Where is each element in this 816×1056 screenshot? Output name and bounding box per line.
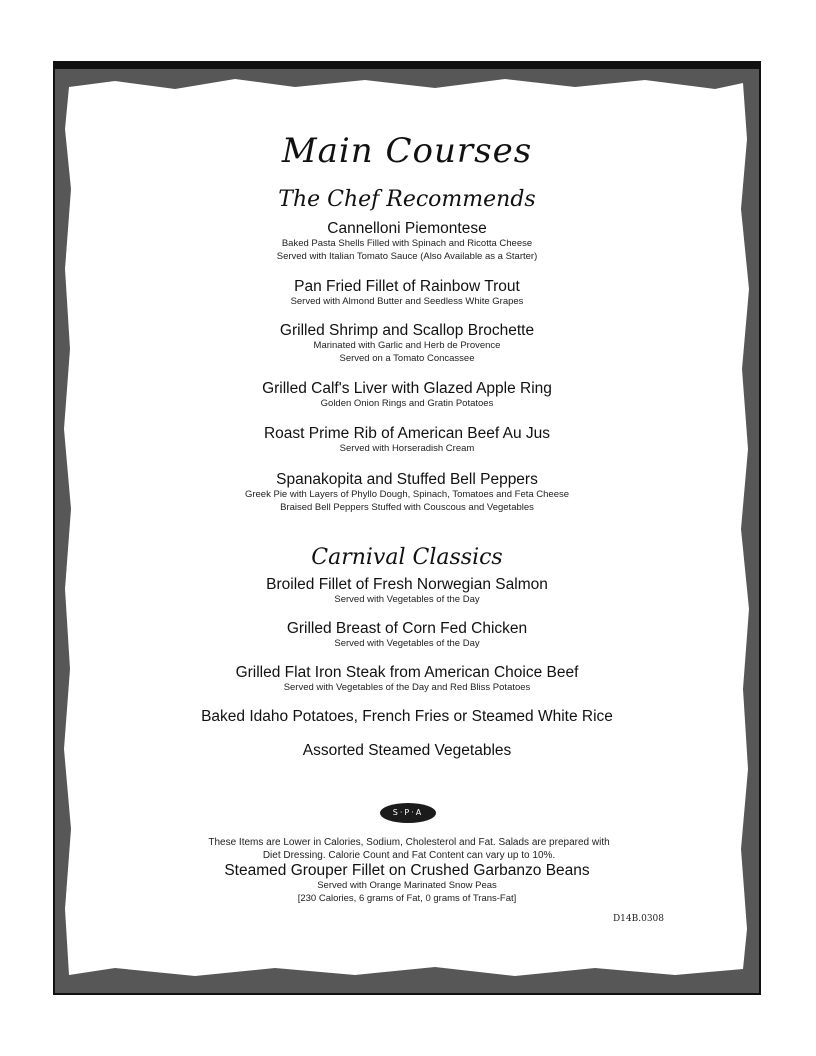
menu-item [55,619,759,651]
spa-note [175,836,643,862]
item-description: Served with Orange Marinated Snow Peas [317,880,497,891]
side-name: Assorted Steamed Vegetables [302,742,512,759]
item-name: Broiled Fillet of Fresh Norwegian Salmon [266,576,548,593]
item-name: Grilled Shrimp and Scallop Brochette [279,322,535,339]
spa-note-line: These Items are Lower in Calories, Sodium, Cholesterol and Fat. Salads are prepared with [208,837,610,848]
section-title-chef-recommends: The Chef Recommends [278,187,536,212]
page-title: Main Courses [281,131,533,171]
item-name: Spanakopita and Stuffed Bell Peppers [276,471,538,488]
item-name: Pan Fried Fillet of Rainbow Trout [294,278,520,295]
spa-logo: S·P·A [380,803,436,823]
item-description: Baked Pasta Shells Filled with Spinach and Ricotta Cheese [281,238,533,249]
item-name: Roast Prime Rib of American Beef Au Jus [263,425,551,442]
item-description: Served on a Tomato Concassee [339,352,475,364]
menu-side [55,741,759,760]
spa-note-line: Diet Dressing. Calorie Count and Fat Content can vary up to 10%. [262,850,556,861]
item-name: Steamed Grouper Fillet on Crushed Garbanzo Beans [224,862,590,879]
menu-item [55,575,759,607]
spa-menu-item [55,861,759,905]
menu-item [55,321,759,365]
menu-sheet [53,61,761,995]
side-name: Baked Idaho Potatoes, French Fries or Steamed White Rice [201,708,613,725]
item-description: [230 Calories, 6 grams of Fat, 0 grams of Trans-Fat] [297,892,517,904]
item-description: Marinated with Garlic and Herb de Provence [313,340,501,351]
menu-item [55,379,759,411]
item-description: Served with Vegetables of the Day [334,638,480,649]
item-description: Served with Vegetables of the Day [334,594,480,605]
menu-side [55,707,759,726]
item-name: Grilled Flat Iron Steak from American Choice Beef [235,664,579,681]
item-description: Served with Horseradish Cream [339,443,475,454]
item-name: Grilled Breast of Corn Fed Chicken [286,620,528,637]
item-description: Golden Onion Rings and Gratin Potatoes [320,398,494,409]
item-description: Served with Vegetables of the Day and Red Bliss Potatoes [283,682,531,693]
item-description: Served with Italian Tomato Sauce (Also Available as a Starter) [276,250,538,262]
item-description: Served with Almond Butter and Seedless White Grapes [290,296,524,307]
menu-item [55,424,759,456]
menu-item [55,219,759,263]
menu-item [55,663,759,695]
menu-item [55,470,759,514]
section-title-carnival-classics: Carnival Classics [311,545,503,570]
menu-item [55,277,759,309]
item-description: Braised Bell Peppers Stuffed with Couscous and Vegetables [280,501,534,513]
item-name: Grilled Calf's Liver with Glazed Apple Ring [262,380,552,397]
item-description: Greek Pie with Layers of Phyllo Dough, Spinach, Tomatoes and Feta Cheese [244,489,570,500]
item-name: Cannelloni Piemontese [327,220,487,237]
menu-code: D14B.0308 [612,914,664,924]
